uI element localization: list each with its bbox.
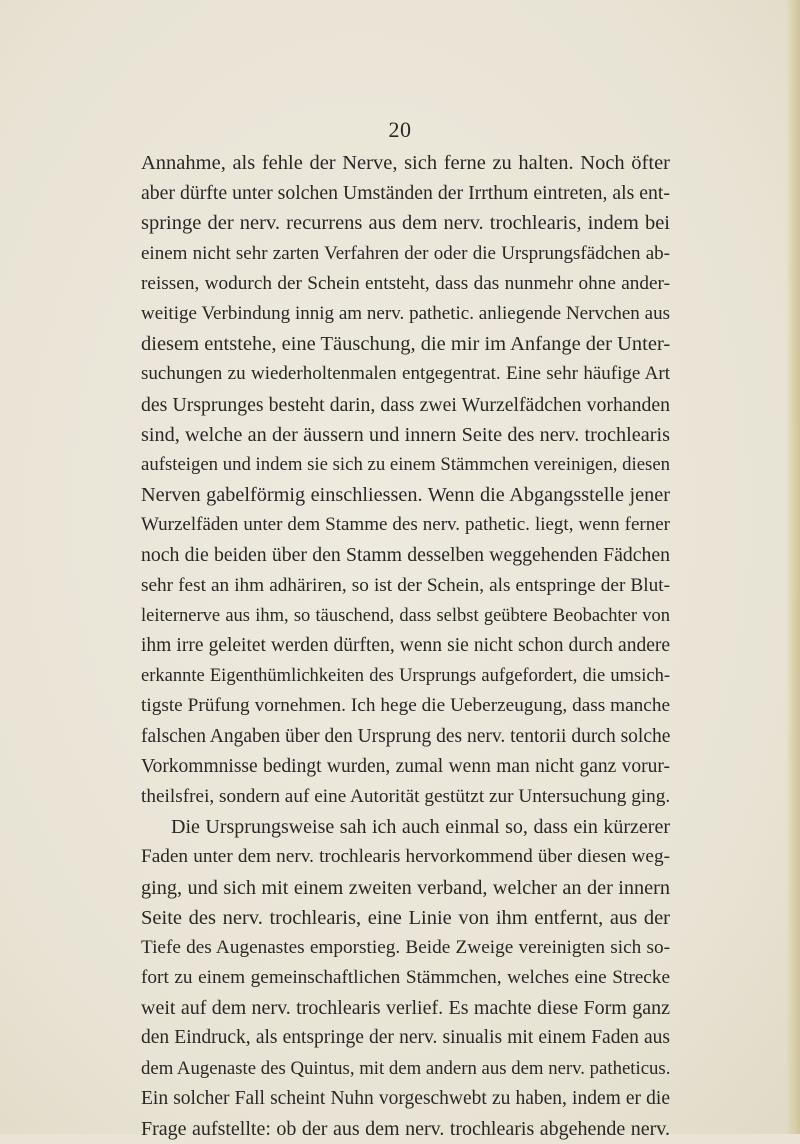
text-line: dem Augenaste des Quintus, mit dem andern aus dem nerv. patheticus.	[141, 1057, 670, 1079]
text-line: Annahme, als fehle der Nerve, sich ferne zu halten. Noch öfter	[141, 152, 670, 174]
text-line: Nerven gabelförmig einschliessen. Wenn die Abgangsstelle jener	[141, 484, 670, 507]
text-line: reissen, wodurch der Schein entsteht, dass das nunmehr ohne ander-	[141, 272, 670, 294]
text-line: Wurzelfäden unter dem Stamme des nerv. pathetic. liegt, wenn ferner	[141, 514, 670, 536]
text-line: Ein solcher Fall scheint Nuhn vorgeschwebt zu haben, indem er die	[141, 1087, 670, 1109]
text-line: Seite des nerv. trochlearis, eine Linie von ihm entfernt, aus der	[141, 906, 670, 929]
text-line: weit auf dem nerv. trochlearis verlief. Es machte diese Form ganz	[141, 997, 670, 1020]
text-line: aber dürfte unter solchen Umständen der Irrthum eintreten, als ent-	[141, 182, 670, 205]
text-line: springe der nerv. recurrens aus dem nerv. trochlearis, indem bei	[141, 212, 670, 235]
text-line: sehr fest an ihm adhäriren, so ist der Schein, als entspringe der Blut-	[141, 574, 670, 596]
text-line: aufsteigen und indem sie sich zu einem Stämmchen vereinigen, diesen	[141, 453, 670, 475]
page-number: 20	[388, 117, 412, 142]
text-line: weitige Verbindung innig am nerv. pathetic. anliegende Nervchen aus	[141, 302, 670, 324]
text-line: Vorkommnisse bedingt wurden, zumal wenn man nicht ganz vorur-	[141, 755, 670, 777]
text-line: des Ursprunges besteht darin, dass zwei Wurzelfädchen vorhanden	[141, 393, 670, 416]
text-line: ging, und sich mit einem zweiten verband, welcher an der innern	[141, 876, 670, 899]
text-line: suchungen zu wiederholtenmalen entgegentrat. Eine sehr häufige Art	[141, 363, 670, 385]
page-edge-shadow	[786, 0, 800, 1134]
text-line: erkannte Eigenthümlichkeiten des Ursprungs aufgefordert, die umsich-	[141, 666, 670, 687]
text-line: Frage aufstellte: ob der aus dem nerv. trochlearis abgehende nerv.	[141, 1118, 670, 1140]
text-line: diesem entstehe, eine Täuschung, die mir im Anfange der Unter-	[141, 333, 670, 356]
text-line: noch die beiden über den Stamm desselben weggehenden Fädchen	[141, 544, 670, 567]
text-line: falschen Angaben über den Ursprung des nerv. tentorii durch solche	[141, 725, 670, 747]
text-line: Die Ursprungsweise sah ich auch einmal so, dass ein kürzerer	[171, 816, 670, 839]
text-line: den Eindruck, als entspringe der nerv. sinualis mit einem Faden aus	[141, 1027, 670, 1049]
text-line: leiternerve aus ihm, so täuschend, dass selbst geübtere Beobachter von	[141, 605, 670, 626]
text-line: fort zu einem gemeinschaftlichen Stämmchen, welches eine Strecke	[141, 967, 670, 989]
text-line: Tiefe des Augenastes emporstieg. Beide Zweige vereinigten sich so-	[141, 936, 670, 958]
text-line: Faden unter dem nerv. trochlearis hervorkommend über diesen weg-	[141, 846, 670, 868]
text-line: ihm irre geleitet werden dürften, wenn sie nicht schon durch andere	[141, 635, 670, 656]
text-line: tigste Prüfung vornehmen. Ich hege die Ueberzeugung, dass manche	[141, 695, 670, 717]
text-line: theilsfrei, sondern auf eine Autorität gestützt zur Untersuchung ging.	[141, 785, 670, 807]
body-text	[141, 148, 670, 1144]
text-line: einem nicht sehr zarten Verfahren der oder die Ursprungsfädchen ab-	[141, 242, 670, 264]
text-line: sind, welche an der äussern und innern Seite des nerv. trochlearis	[141, 423, 670, 446]
